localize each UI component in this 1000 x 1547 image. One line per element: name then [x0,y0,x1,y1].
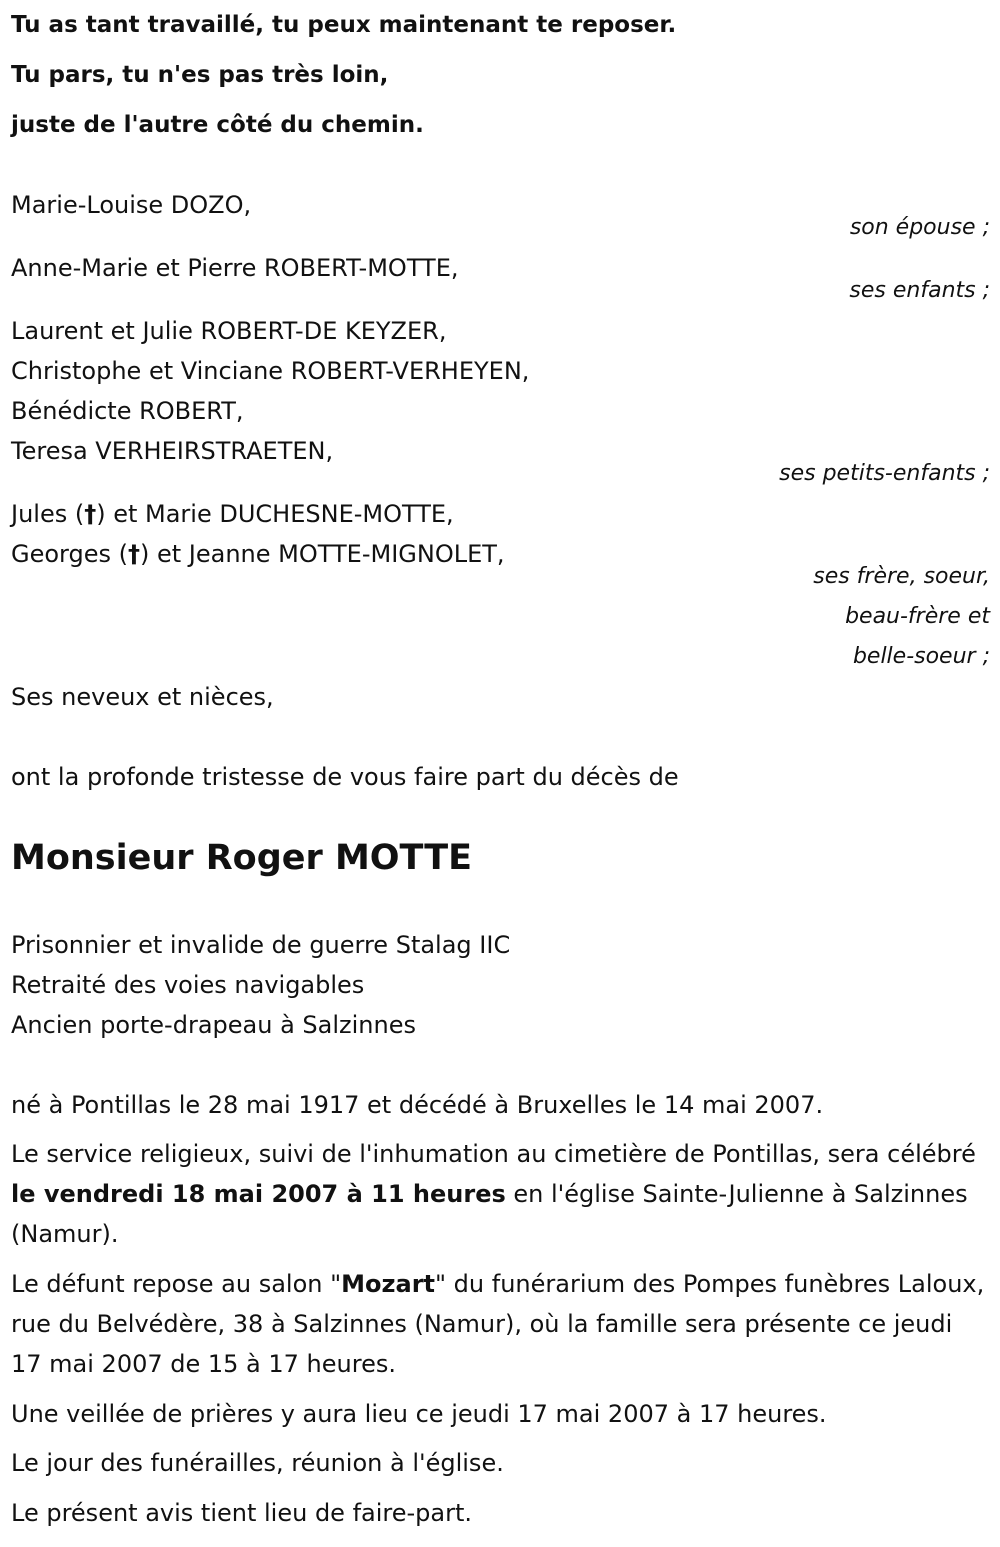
deceased-cross-icon: † [128,540,140,568]
grandchild-line: Laurent et Julie ROBERT-DE KEYZER, [11,317,447,345]
nephews-line: Ses neveux et nièces, [11,683,274,711]
poem-line-3: juste de l'autre côté du chemin. [11,112,424,138]
viewing-text-end: " du funérarium des Pompes funèbres Laloux, rue du Belvédère, 38 à Salzinnes (Namur), où la famille sera présente ce jeudi 17 mai 2007 de 15 à 17 heures. [11,1270,985,1378]
siblings-role-line: belle-soeur ; [852,644,990,669]
grandchild-line: Bénédicte ROBERT, [11,397,244,425]
viewing-salon-name: Mozart [341,1270,436,1298]
deceased-cross-icon: † [84,500,97,528]
viewing-paragraph [11,1264,989,1384]
service-text-start: Le service religieux, suivi de l'inhumation au cimetière de Pontillas, sera célébré [11,1140,976,1168]
sibling-line [11,539,505,569]
children-role: ses enfants ; [849,278,990,303]
siblings-role-line: beau-frère et [845,604,990,629]
vigil-line: Une veillée de prières y aura lieu ce jeudi 17 mai 2007 à 17 heures. [11,1400,827,1428]
announcement-line: ont la profonde tristesse de vous faire part du décès de [11,763,679,791]
deceased-name-heading: Monsieur Roger MOTTE [11,838,472,878]
poem-line-1: Tu as tant travaillé, tu peux maintenant te reposer. [11,12,677,38]
grandchild-line: Teresa VERHEIRSTRAETEN, [11,437,334,465]
deceased-title-line: Retraité des voies navigables [11,971,365,999]
spouse-name: Marie-Louise DOZO, [11,191,252,219]
children-names: Anne-Marie et Pierre ROBERT-MOTTE, [11,254,459,282]
birth-death-line: né à Pontillas le 28 mai 1917 et décédé à Bruxelles le 14 mai 2007. [11,1091,824,1119]
grandchildren-role: ses petits-enfants ; [779,461,990,486]
sibling-name-end: ) et Jeanne MOTTE-MIGNOLET, [140,540,505,568]
meeting-line: Le jour des funérailles, réunion à l'église. [11,1449,504,1477]
grandchild-line: Christophe et Vinciane ROBERT-VERHEYEN, [11,357,530,385]
service-paragraph [11,1134,989,1254]
poem-line-2: Tu pars, tu n'es pas très loin, [11,62,389,88]
viewing-text-start: Le défunt repose au salon " [11,1270,342,1298]
spouse-role: son épouse ; [849,215,990,240]
siblings-role-line: ses frère, soeur, [813,564,990,589]
service-text-end: en l'église Sainte-Julienne à Salzinnes (Namur). [11,1180,968,1248]
sibling-line [11,499,454,529]
service-date: le vendredi 18 mai 2007 à 11 heures [11,1180,506,1208]
deceased-title-line: Prisonnier et invalide de guerre Stalag IIC [11,931,511,959]
notice-line: Le présent avis tient lieu de faire-part. [11,1499,473,1527]
deceased-title-line: Ancien porte-drapeau à Salzinnes [11,1011,416,1039]
sibling-name-end: ) et Marie DUCHESNE-MOTTE, [96,500,454,528]
sibling-name-start: Jules ( [11,500,85,528]
sibling-name-start: Georges ( [11,540,128,568]
